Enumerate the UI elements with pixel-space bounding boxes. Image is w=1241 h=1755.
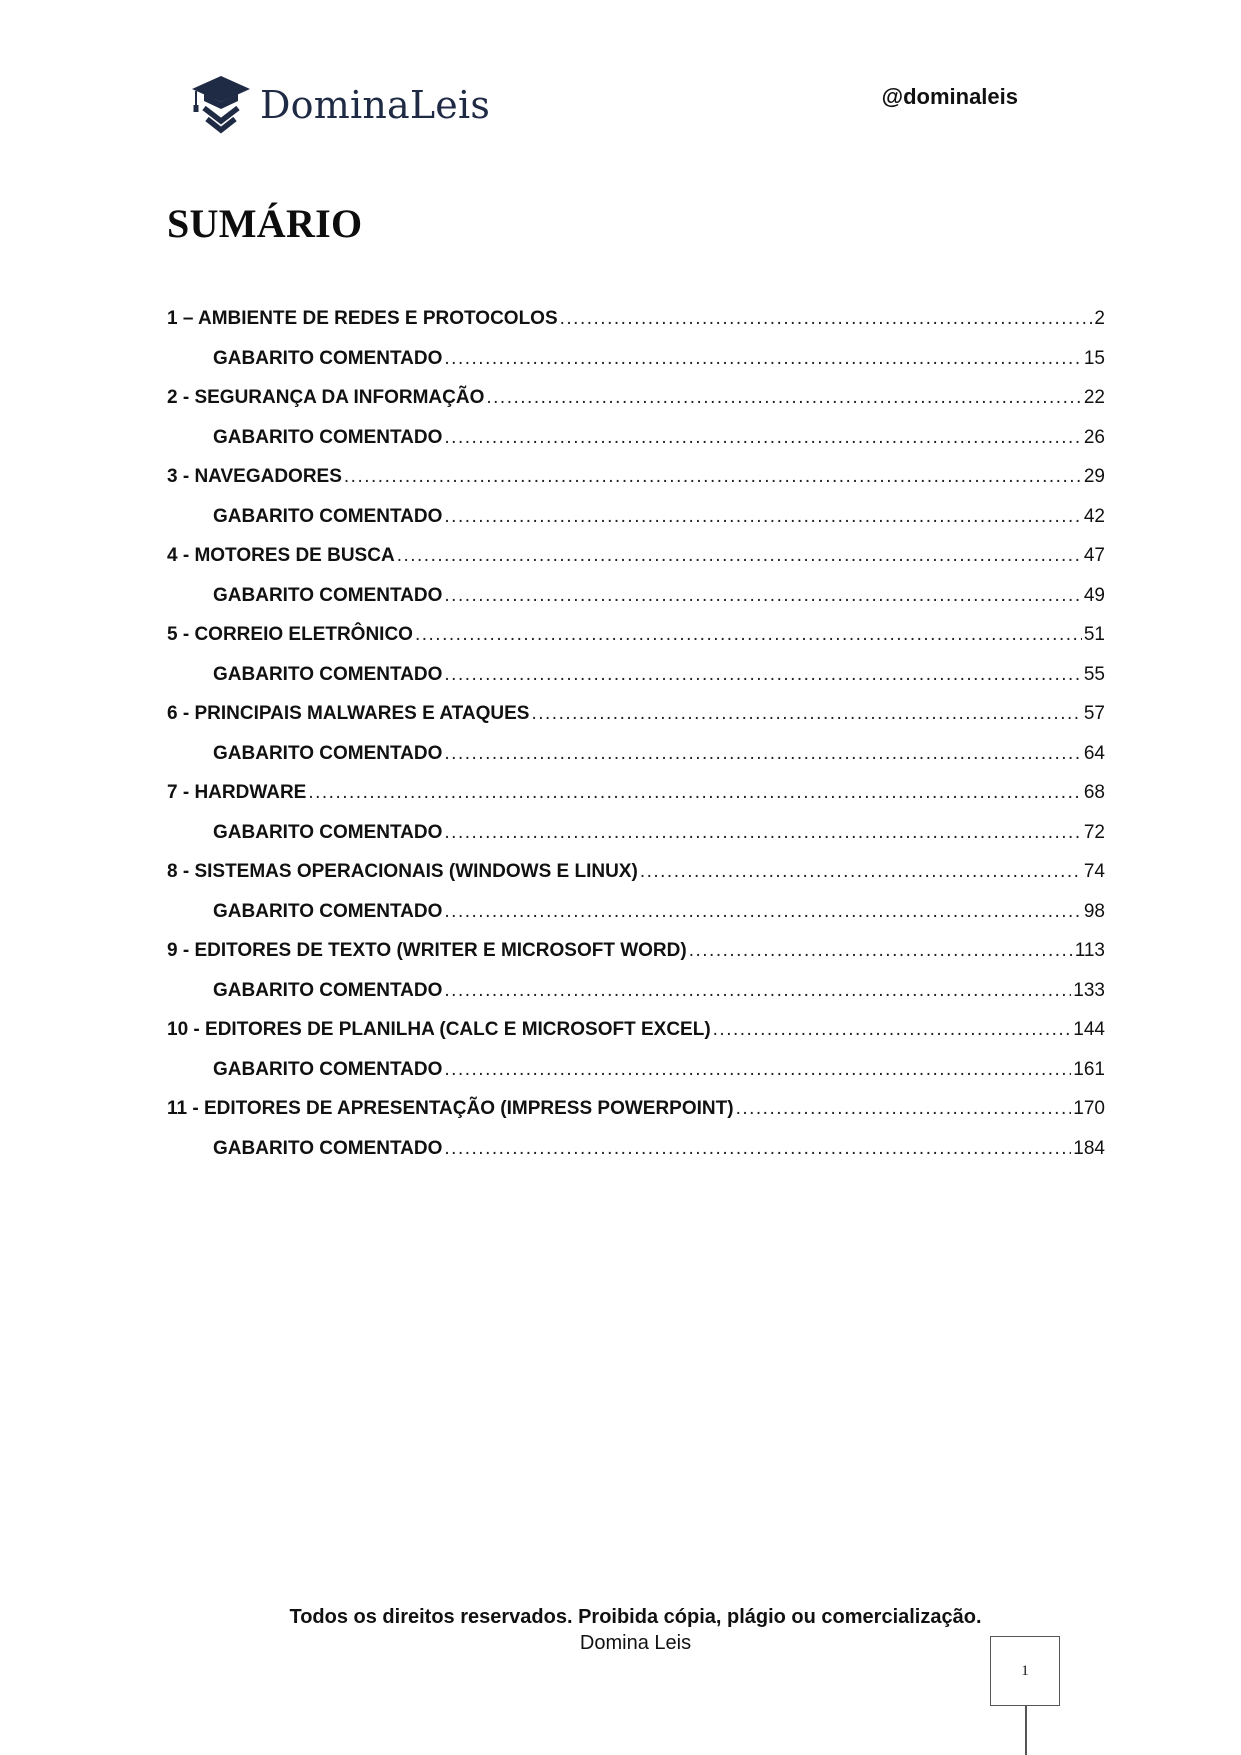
toc-entry-page: 170 [1073,1098,1105,1119]
toc-entry-page: 184 [1073,1137,1105,1159]
toc-dot-leader [444,664,1081,686]
page-title: SUMÁRIO [167,201,363,246]
toc-dot-leader [444,1138,1071,1160]
page-number-stem [1025,1706,1027,1755]
toc-subentry[interactable] [167,1138,1105,1178]
table-of-contents [167,308,1105,1177]
toc-entry[interactable] [167,703,1105,743]
toc-entry-page: 47 [1083,545,1105,566]
toc-entry-page: 49 [1083,584,1105,606]
toc-dot-leader [397,545,1082,567]
toc-entry-label: GABARITO COMENTADO [213,1137,443,1159]
toc-entry-label: GABARITO COMENTADO [213,742,443,764]
toc-dot-leader [531,703,1081,725]
toc-entry-label: 9 - EDITORES DE TEXTO (WRITER E MICROSOFT WORD) [167,940,687,961]
toc-dot-leader [640,861,1082,883]
toc-entry-page: 64 [1083,742,1105,764]
toc-entry[interactable] [167,861,1105,901]
toc-entry-label: GABARITO COMENTADO [213,900,443,922]
toc-entry-page: 15 [1083,347,1105,369]
toc-dot-leader [689,940,1073,962]
social-handle: @dominaleis [881,84,1018,109]
toc-entry-label: 1 – AMBIENTE DE REDES E PROTOCOLOS [167,308,558,329]
toc-entry-label: GABARITO COMENTADO [213,347,443,369]
toc-entry[interactable] [167,466,1105,506]
toc-dot-leader [344,466,1082,488]
toc-dot-leader [736,1098,1072,1120]
toc-subentry[interactable] [167,585,1105,625]
toc-entry-page: 133 [1073,979,1105,1001]
toc-entry[interactable] [167,1098,1105,1138]
toc-entry-page: 26 [1083,426,1105,448]
toc-entry-page: 2 [1094,308,1105,329]
toc-entry-label: 4 - MOTORES DE BUSCA [167,545,395,566]
toc-entry-label: 3 - NAVEGADORES [167,466,342,487]
toc-dot-leader [444,427,1081,449]
toc-entry-label: 8 - SISTEMAS OPERACIONAIS (WINDOWS E LINUX) [167,861,638,882]
toc-entry[interactable] [167,782,1105,822]
page-number-box [990,1636,1060,1706]
toc-subentry[interactable] [167,980,1105,1020]
toc-entry-page: 72 [1083,821,1105,843]
toc-subentry[interactable] [167,743,1105,783]
toc-entry[interactable] [167,387,1105,427]
toc-entry-page: 29 [1083,466,1105,487]
toc-dot-leader [444,506,1081,528]
toc-entry[interactable] [167,545,1105,585]
toc-entry-label: GABARITO COMENTADO [213,584,443,606]
toc-subentry[interactable] [167,901,1105,941]
toc-entry-label: GABARITO COMENTADO [213,426,443,448]
toc-entry-page: 57 [1083,703,1105,724]
toc-subentry[interactable] [167,664,1105,704]
toc-entry-label: GABARITO COMENTADO [213,663,443,685]
toc-subentry[interactable] [167,506,1105,546]
toc-entry-label: 11 - EDITORES DE APRESENTAÇÃO (IMPRESS POWERPOINT) [167,1098,734,1119]
toc-dot-leader [444,901,1081,923]
toc-dot-leader [486,387,1081,409]
toc-dot-leader [444,822,1081,844]
toc-entry-page: 42 [1083,505,1105,527]
graduation-cap-check-icon [190,72,252,134]
toc-dot-leader [444,348,1081,370]
toc-entry-page: 51 [1083,624,1105,645]
toc-entry-label: 6 - PRINCIPAIS MALWARES E ATAQUES [167,703,530,724]
toc-subentry[interactable] [167,348,1105,388]
toc-entry-page: 113 [1074,940,1105,961]
toc-entry[interactable] [167,624,1105,664]
toc-entry-page: 74 [1083,861,1105,882]
toc-entry-label: GABARITO COMENTADO [213,979,443,1001]
toc-entry-page: 68 [1083,782,1105,803]
toc-entry-page: 55 [1083,663,1105,685]
toc-entry-label: GABARITO COMENTADO [213,1058,443,1080]
page-header [190,68,1070,138]
toc-dot-leader [308,782,1082,804]
page-number: 1 [1021,1662,1029,1679]
toc-entry-label: 7 - HARDWARE [167,782,307,803]
toc-dot-leader [444,585,1081,607]
toc-dot-leader [444,743,1081,765]
toc-subentry[interactable] [167,822,1105,862]
toc-entry-page: 22 [1083,387,1105,408]
brand-name: DominaLeis [260,83,491,127]
toc-dot-leader [415,624,1082,646]
toc-dot-leader [560,308,1093,330]
toc-entry-label: 2 - SEGURANÇA DA INFORMAÇÃO [167,387,485,408]
toc-entry-label: GABARITO COMENTADO [213,821,443,843]
toc-dot-leader [444,1059,1071,1081]
toc-dot-leader [444,980,1071,1002]
brand-logo [190,68,490,138]
toc-entry[interactable] [167,308,1105,348]
toc-entry-label: 10 - EDITORES DE PLANILHA (CALC E MICROSOFT EXCEL) [167,1019,711,1040]
toc-entry-label: 5 - CORREIO ELETRÔNICO [167,624,413,645]
footer-brand: Domina Leis [579,1632,692,1654]
toc-dot-leader [713,1019,1072,1041]
toc-subentry[interactable] [167,1059,1105,1099]
toc-entry-page: 161 [1073,1058,1105,1080]
copyright-notice: Todos os direitos reservados. Proibida cópia, plágio ou comercialização. [289,1606,982,1628]
toc-entry-label: GABARITO COMENTADO [213,505,443,527]
toc-subentry[interactable] [167,427,1105,467]
toc-entry[interactable] [167,940,1105,980]
toc-entry[interactable] [167,1019,1105,1059]
toc-entry-page: 144 [1073,1019,1105,1040]
toc-entry-page: 98 [1083,900,1105,922]
